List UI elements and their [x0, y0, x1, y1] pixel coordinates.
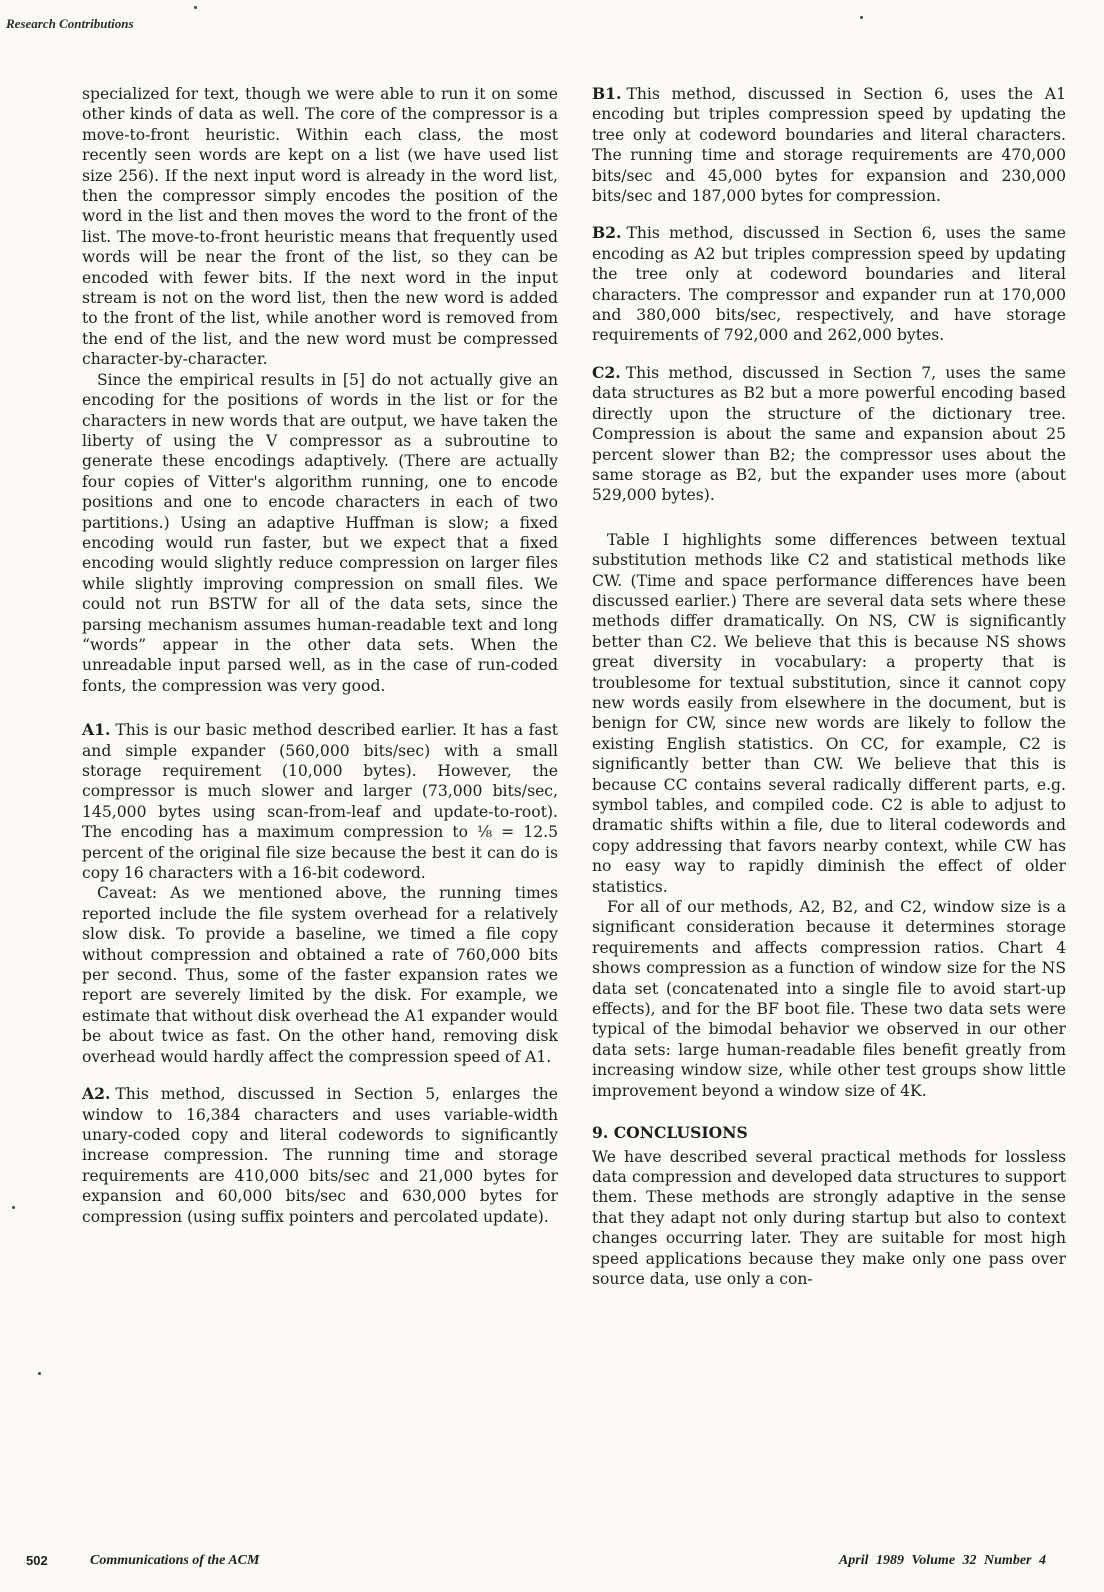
caveat-text: As we mentioned above, the running times reported include the file system overhead for a relatively slow disk. To provide a baseline, we timed a file copy without compression and obtained a rate of 760,000 bits per second. Thus, some of the faster expansion rates we report are severely limited by the disk. For example, we estimate that without disk overhead the A1 expander would be about twice as fast. On the other hand, removing disk overhead would hardly affect the compression speed of A1.: [82, 884, 558, 1066]
method-c2: [592, 363, 1066, 506]
method-a2-tag: A2.: [82, 1084, 111, 1104]
method-b2: [592, 223, 1066, 345]
scan-speck: [12, 1206, 15, 1209]
left-column: [82, 84, 558, 1227]
method-c2-text: This method, discussed in Section 7, uses the same data structures as B2 but a more powerful encoding based directly upon the structure of the dictionary tree. Compression is about the same and expansion about 25 percent slower than B2; the compressor uses about the same storage as B2, but the expander uses more (about 529,000 bytes).: [592, 363, 1066, 505]
paragraph-conclusions: We have described several practical methods for lossless data compression and developed data structures to support them. These methods are strongly adaptive in the sense that they adapt not only during startup but also to context changes occurring later. They are suitable for most high speed applications because they make only one pass over source data, use only a con-: [592, 1147, 1066, 1288]
method-b1-text: This method, discussed in Section 6, uses the A1 encoding but triples compression speed by updating the tree only at codeword boundaries and literal characters. The running time and storage requirements are 470,000 bits/sec and 45,000 bytes for expansion and 230,000 bits/sec and 187,000 bytes for compression.: [592, 85, 1066, 206]
method-b2-text: This method, discussed in Section 6, uses the same encoding as A2 but triples compression speed by updating the tree only at codeword boundaries and literal characters. The compressor and expander run at 170,000 and 380,000 bits/sec, respectively, and have storage requirements of 792,000 and 262,000 bytes.: [592, 224, 1066, 345]
method-a2-text: This method, discussed in Section 5, enlarges the window to 16,384 characters and uses variable-width unary-coded copy and literal codewords to significantly increase compression. The running time and storage requirements are 410,000 bits/sec and 21,000 bytes for expansion and 60,000 bits/sec and 630,000 bytes for compression (using suffix pointers and percolated update).: [82, 1085, 558, 1226]
issue-info: April 1989 Volume 32 Number 4: [838, 1553, 1046, 1568]
method-a1-text: This is our basic method described earlier. It has a fast and simple expander (560,000 bits/sec) with a small storage requirement (10,000 bytes). However, the compressor is much slower and larger (73,000 bits/sec, 145,000 bytes using scan-from-leaf and update-to-root). The encoding has a maximum compression to ⅛ = 12.5 percent of the original file size because the best it can do is copy 16 characters with a 16-bit codeword.: [82, 721, 558, 883]
method-a1-tag: A1.: [82, 720, 111, 740]
caveat-paragraph: [82, 883, 558, 1067]
method-a1: [82, 720, 558, 883]
page-number: 502: [26, 1553, 48, 1568]
paragraph-window-size: For all of our methods, A2, B2, and C2, window size is a significant consideration because it determines storage requirements and affects compression ratios. Chart 4 shows compression as a function of window size for the NS data set (concatenated into a single file to avoid start-up effects), and for the BF boot file. These two data sets were typical of the bimodal behavior we observed in our other data sets: large human-readable files benefit greatly from increasing window size, while other test groups show little improvement beyond a window size of 4K.: [592, 898, 1066, 1100]
section-heading-conclusions: 9. CONCLUSIONS: [592, 1123, 748, 1143]
caveat-label: Caveat:: [97, 884, 158, 903]
right-column: [592, 84, 1066, 1289]
running-head: Research Contributions: [6, 16, 134, 31]
method-b2-tag: B2.: [592, 223, 622, 243]
method-b1-tag: B1.: [592, 84, 622, 103]
scan-speck: [194, 6, 197, 9]
paragraph-empirical-results: Since the empirical results in [5] do not actually give an encoding for the positions of words in the list or for the characters in new words that are output, we have taken the liberty of using the V compressor as a subroutine to generate these encodings adaptively. (There are actually four copies of Vitter's algorithm running, one to encode positions and one to encode characters in each of two partitions.) Using an adaptive Huffman is slow; a fixed encoding would run faster, but we expect that a fixed encoding would slightly reduce compression on larger files while slightly improving compression on small files. We could not run BSTW for all of the data sets, since the parsing mechanism assumes human-readable text and long “words” appear in the other data sets. When the unreadable input parsed well, as in the case of run-coded fonts, the compression was very good.: [82, 370, 558, 695]
method-a2: [82, 1084, 558, 1227]
method-c2-tag: C2.: [592, 362, 621, 382]
method-b1: [592, 84, 1066, 206]
paragraph-table-one: Table I highlights some differences between textual substitution methods like C2 and statistical methods like CW. (Time and space performance differences have been discussed earlier.) There are several data sets where these methods differ dramatically. On NS, CW is significantly better than C2. We believe that this is because NS shows great diversity in vocabulary: a property that is troublesome for textual substitution, since it cannot copy new words easily from elsewhere in the document, but is benign for CW, since new words are likely to follow the existing English statistics. On CC, for example, C2 is significantly better than CW. We believe that this is because CC contains several radically different parts, e.g. symbol tables, and compiled code. C2 is able to adjust to dramatic shifts within a file, due to literal codewords and copy addressing that favors nearby context, while CW has no easy way to rapidly diminish the effect of older statistics.: [592, 530, 1066, 896]
paragraph-move-to-front: specialized for text, though we were able to run it on some other kinds of data as well. The core of the compressor is a move-to-front heuristic. Within each class, the most recently seen words are kept on a list (we have used list size 256). If the next input word is already in the word list, then the compressor simply encodes the position of the word in the list and then moves the word to the front of the list. The move-to-front heuristic means that frequently used words will be near the front of the list, so they can be encoded with fewer bits. If the next word in the input stream is not on the word list, then the new word is added to the front of the list, while another word is removed from the end of the list, and the new word must be compressed character-by-character.: [82, 85, 558, 369]
journal-name: Communications of the ACM: [90, 1553, 260, 1568]
scan-speck: [38, 1372, 41, 1375]
scan-speck: [860, 16, 863, 19]
